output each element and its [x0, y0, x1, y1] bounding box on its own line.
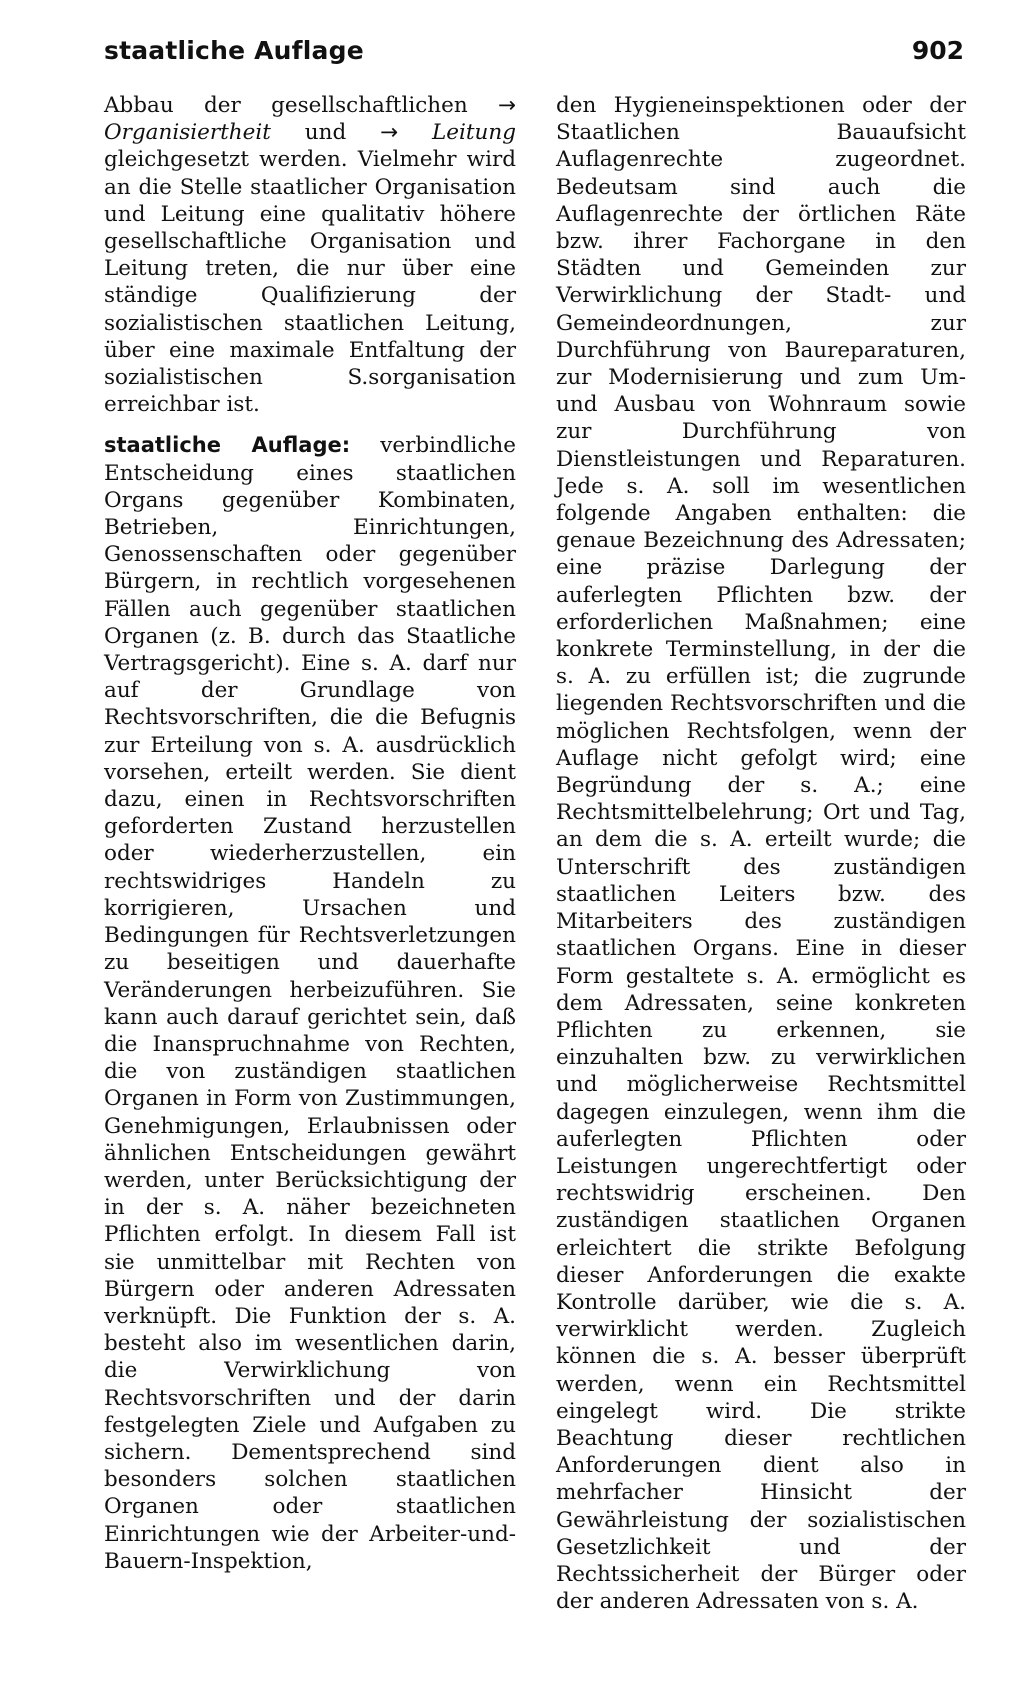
continued-text-start: Abbau der gesellschaftlichen: [104, 93, 498, 118]
cross-reference-organisiertheit: Organisiertheit: [104, 120, 271, 146]
page-header: [104, 36, 964, 76]
right-column: [556, 92, 966, 1615]
continued-paragraph: [104, 92, 516, 418]
entry-headword: staatliche Auflage:: [104, 433, 351, 458]
cross-reference-arrow-icon: →: [380, 120, 399, 146]
continued-text-end: gleichgesetzt werden. Vielmehr wird an die Stelle staatlicher Organisation und Leitung eine qualitativ höhere gesellschaftliche Organisation und Leitung treten, die nur über eine ständige Qualifizierung der sozialistischen staatlichen Leitung, über eine maximale Entfaltung der sozialistischen S.sorganisation erreichbar ist.: [104, 147, 516, 418]
entry-text: verbindliche Entscheidung eines staatlichen Organs gegenüber Kombinaten, Betrieben, Einrichtungen, Genossenschaften oder gegenüber Bürgern, in rechtlich vorgesehenen Fällen auch gegenüber staatlichen Organen (z. B. durch das Staatliche Vertragsgericht). Eine s. A. darf nur auf der Grundlage von Rechtsvorschriften, die die Befugnis zur Erteilung von s. A. ausdrücklich vorsehen, erteilt werden. Sie dient dazu, einen in Rechtsvorschriften geforderten Zustand herzustellen oder wiederherzustellen, ein rechtswidriges Handeln zu korrigieren, Ursachen und Bedingungen für Rechtsverletzungen zu beseitigen und dauerhafte Veränderungen herbeizuführen. Sie kann auch darauf gerichtet sein, daß die Inanspruchnahme von Rechten, die von zuständigen staatlichen Organen in Form von Zustimmungen, Genehmigungen, Erlaubnissen oder ähnlichen Entscheidungen gewährt werden, unter Berücksichtigung der in der s. A. näher bezeichneten Pflichten erfolgt. In diesem Fall ist sie unmittelbar mit Rechten von Bürgern oder anderen Adressaten verknüpft. Die Funktion der s. A. besteht also im wesentlichen darin, die Verwirklichung von Rechtsvorschriften und der darin festgelegten Ziele und Aufgaben zu sichern. Dementsprechend sind besonders solchen staatlichen Organen oder staatlichen Einrichtungen wie der Arbeiter-und-Bauern-Inspektion,: [104, 433, 516, 1574]
left-column: [104, 92, 516, 1575]
cross-reference-leitung: Leitung: [432, 120, 516, 146]
entry-paragraph: [104, 432, 516, 1575]
page-number: 902: [911, 36, 964, 65]
running-head-word: staatliche Auflage: [104, 36, 364, 65]
entry-paragraph-continued: den Hygieneinspektionen oder der Staatlichen Bauaufsicht Auflagenrechte zugeordnet. Bedeutsam sind auch die Auflagenrechte der örtlichen Räte bzw. ihrer Fachorgane in den Städten und Gemeinden zur Verwirklichung der Stadt- und Gemeindeordnungen, zur Durchführung von Baureparaturen, zur Modernisierung und zum Um- und Ausbau von Wohnraum sowie zur Durchführung von Dienstleistungen und Reparaturen. Jede s. A. soll im wesentlichen folgende Angaben enthalten: die genaue Bezeichnung des Adressaten; eine präzise Darlegung der auferlegten Pflichten bzw. der erforderlichen Maßnahmen; eine konkrete Terminstellung, in der die s. A. zu erfüllen ist; die zugrunde liegenden Rechtsvorschriften und die möglichen Rechtsfolgen, wenn der Auflage nicht gefolgt wird; eine Begründung der s. A.; eine Rechtsmittelbelehrung; Ort und Tag, an dem die s. A. erteilt wurde; die Unterschrift des zuständigen staatlichen Leiters bzw. des Mitarbeiters des zuständigen staatlichen Organs. Eine in dieser Form gestaltete s. A. ermöglicht es dem Adressaten, seine konkreten Pflichten zu erkennen, sie einzuhalten bzw. zu verwirklichen und möglicherweise Rechtsmittel dagegen einzulegen, wenn ihm die auferlegten Pflichten oder Leistungen ungerechtfertigt oder rechtswidrig erscheinen. Den zuständigen staatlichen Organen erleichtert die strikte Befolgung dieser Anforderungen die exakte Kontrolle darüber, wie die s. A. verwirklicht werden. Zugleich können die s. A. besser überprüft werden, wenn ein Rechtsmittel eingelegt wird. Die strikte Beachtung dieser rechtlichen Anforderungen dient also in mehrfacher Hinsicht der Gewährleistung der sozialistischen Gesetzlichkeit und der Rechtssicherheit der Bürger oder der anderen Adressaten von s. A.: [556, 93, 966, 1615]
cross-reference-arrow-icon: →: [497, 93, 516, 118]
continued-text-middle: und: [270, 120, 381, 146]
